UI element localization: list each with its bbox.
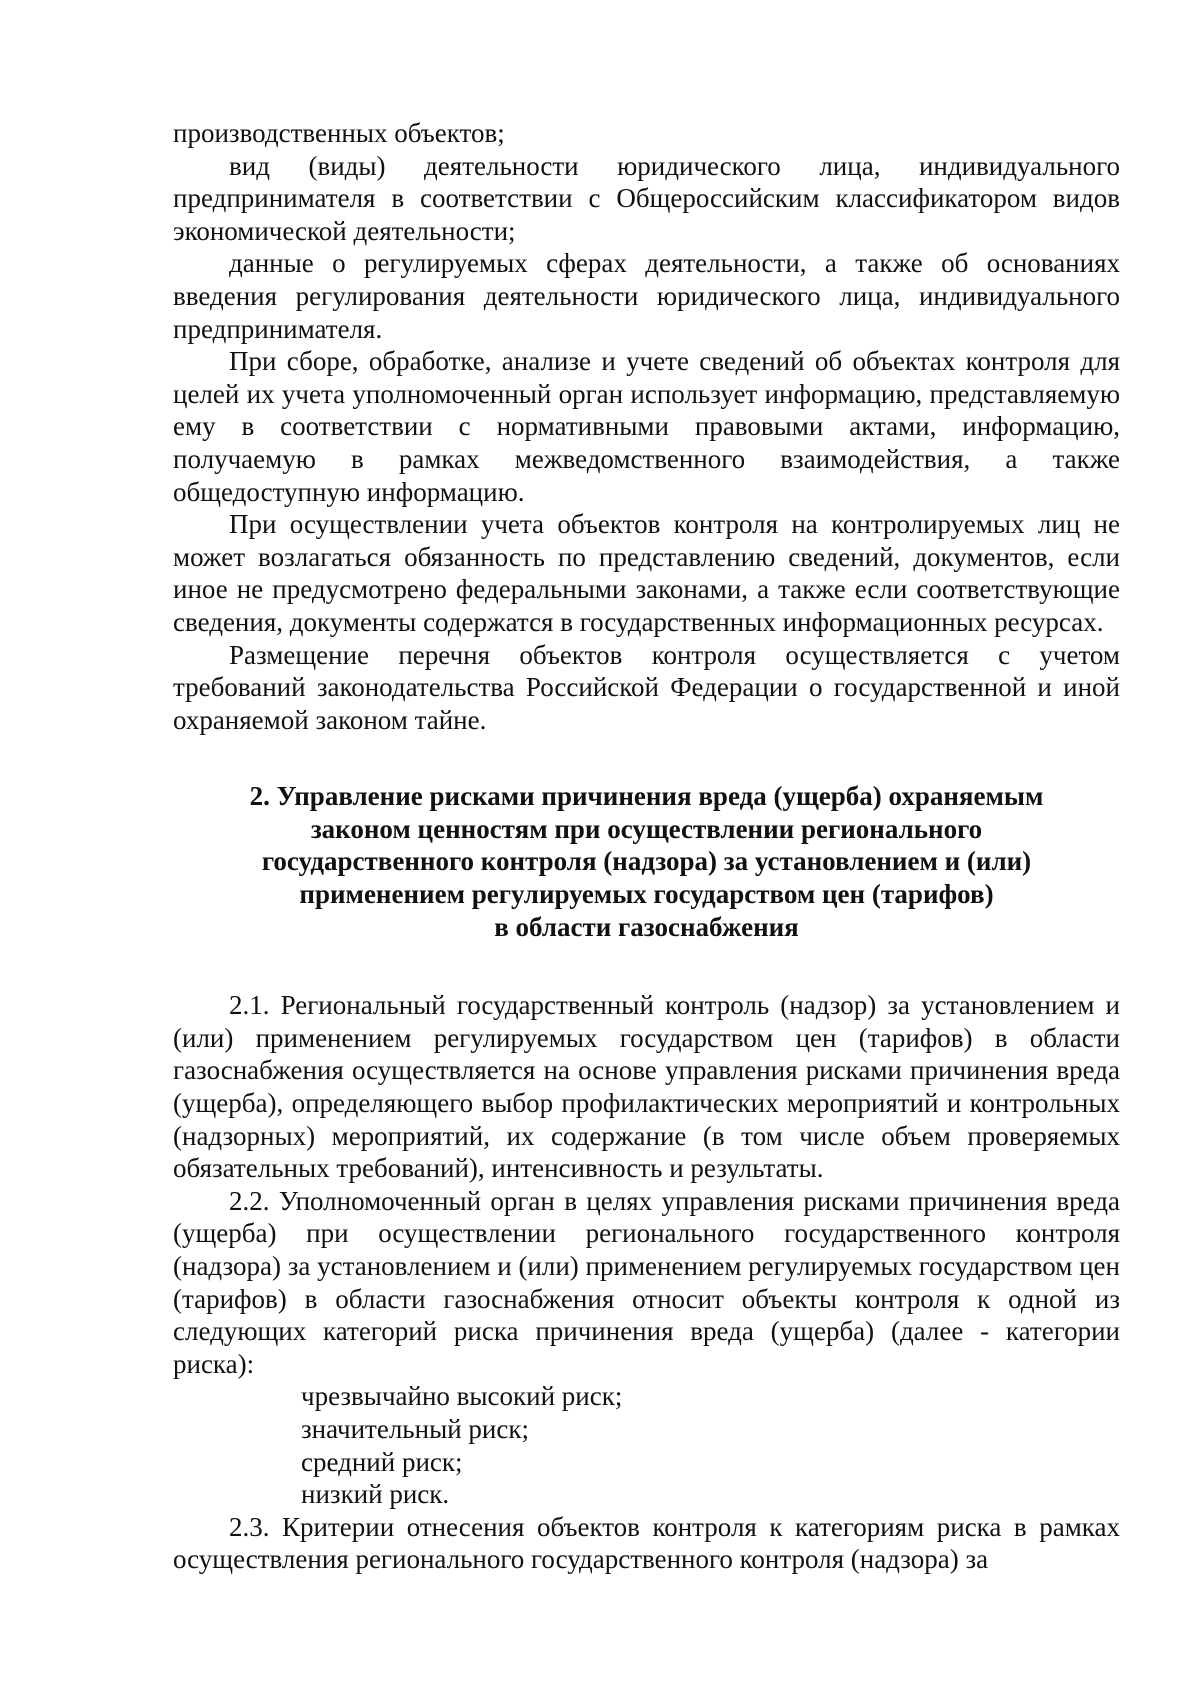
document-page <box>173 117 1120 1576</box>
section-heading-line: 2. Управление рисками причинения вреда (ущерба) охраняемым <box>249 781 1044 812</box>
paragraph-regulated-spheres: данные о регулируемых сферах деятельности, а также об основаниях введения регулирования деятельности юридического лица, индивидуального предпринимателя. <box>173 248 1120 344</box>
paragraph-continuation: производственных объектов; <box>173 118 505 148</box>
paragraph-2-2: 2.2. Уполномоченный орган в целях управления рисками причинения вреда (ущерба) при осуществлении регионального государственного контроля (надзора) за установлением и (или) применением регулируемых государством цен (тарифов) в области газоснабжения относит объекты контроля к одной из следующих категорий риска причинения вреда (ущерба) (далее - категории риска): <box>173 1185 1120 1379</box>
paragraph-list-placement: Размещение перечня объектов контроля осуществляется с учетом требований законодательства Российской Федерации о государственной и иной охраняемой законом тайне. <box>173 639 1120 735</box>
risk-category-list <box>173 1380 1120 1510</box>
section-heading-line: в области газоснабжения <box>494 911 799 942</box>
list-item: чрезвычайно высокий риск; <box>301 1381 623 1412</box>
paragraph-no-obligation: При осуществлении учета объектов контроля на контролируемых лиц не может возлагаться обязанность по представлению сведений, документов, если иное не предусмотрено федеральными законами, а также если соответствующие сведения, документы содержатся в государственных информационных ресурсах. <box>173 509 1120 637</box>
section-heading <box>173 736 1120 989</box>
paragraph-info-collection: При сборе, обработке, анализе и учете сведений об объектах контроля для целей их учета уполномоченный орган использует информацию, представляемую ему в соответствии с нормативными правовыми актами, информацию, получаемую в рамках межведомственного взаимодействия, а также общедоступную информацию. <box>173 346 1120 507</box>
list-item: средний риск; <box>301 1446 463 1477</box>
paragraph-2-3: 2.3. Критерии отнесения объектов контроля к категориям риска в рамках осуществления регионального государственного контроля (надзора) за <box>173 1511 1120 1575</box>
paragraph-activity-types: вид (виды) деятельности юридического лица, индивидуального предпринимателя в соответствии с Общероссийским классификатором видов экономической деятельности; <box>173 150 1120 246</box>
section-heading-line: государственного контроля (надзора) за установлением и (или) <box>261 846 1032 877</box>
paragraph-2-1: 2.1. Региональный государственный контроль (надзор) за установлением и (или) применением регулируемых государством цен (тарифов) в области газоснабжения осуществляется на основе управления рисками причинения вреда (ущерба), определяющего выбор профилактических мероприятий и контрольных (надзорных) мероприятий, их содержание (в том числе объем проверяемых обязательных требований), интенсивность и результаты. <box>173 990 1120 1184</box>
section-heading-line: применением регулируемых государством цен (тарифов) <box>299 879 994 910</box>
section-heading-line: законом ценностям при осуществлении регионального <box>310 813 983 844</box>
list-item: низкий риск. <box>301 1479 450 1510</box>
list-item: значительный риск; <box>301 1413 529 1444</box>
